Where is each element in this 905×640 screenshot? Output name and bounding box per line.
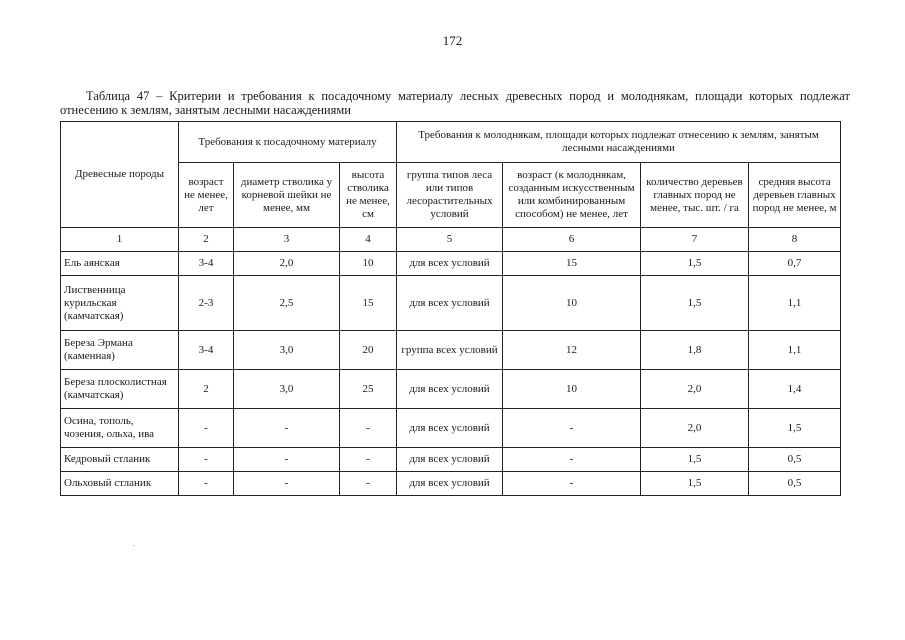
cell-avg-height: 0,5	[749, 448, 841, 472]
col-number: 1	[61, 228, 179, 252]
cell-young-age: 12	[503, 331, 641, 370]
header-col-young-age: возраст (к молоднякам, созданным искусственным или комбинированным способом) не менее, лет	[503, 163, 641, 228]
header-young-stands: Требования к молоднякам, площади которых подлежат отнесению к землям, занятым лесными насаждениями	[397, 122, 841, 163]
header-species: Древесные породы	[61, 122, 179, 228]
cell-forest-group: для всех условий	[397, 448, 503, 472]
table-row	[61, 409, 841, 448]
col-number: 3	[234, 228, 340, 252]
col-number: 2	[179, 228, 234, 252]
cell-height: -	[340, 448, 397, 472]
cell-forest-group: для всех условий	[397, 472, 503, 496]
header-col-age: возраст не менее, лет	[179, 163, 234, 228]
cell-species: Осина, тополь, чозения, ольха, ива	[61, 409, 179, 448]
cell-species: Ель аянская	[61, 252, 179, 276]
cell-young-age: 10	[503, 370, 641, 409]
cell-height: 25	[340, 370, 397, 409]
cell-tree-count: 2,0	[641, 409, 749, 448]
cell-diameter: -	[234, 448, 340, 472]
header-col-forest-group: группа типов леса или типов лесорастительных условий	[397, 163, 503, 228]
cell-avg-height: 1,1	[749, 331, 841, 370]
cell-diameter: -	[234, 409, 340, 448]
table-row	[61, 276, 841, 331]
cell-diameter: -	[234, 472, 340, 496]
cell-height: -	[340, 472, 397, 496]
cell-young-age: 10	[503, 276, 641, 331]
cell-tree-count: 1,5	[641, 276, 749, 331]
col-number: 4	[340, 228, 397, 252]
header-planting-material: Требования к посадочному материалу	[179, 122, 397, 163]
stray-mark: .	[133, 539, 135, 548]
cell-age: -	[179, 409, 234, 448]
cell-avg-height: 1,1	[749, 276, 841, 331]
cell-height: 10	[340, 252, 397, 276]
cell-height: -	[340, 409, 397, 448]
cell-young-age: 15	[503, 252, 641, 276]
cell-age: 2-3	[179, 276, 234, 331]
cell-tree-count: 1,8	[641, 331, 749, 370]
cell-avg-height: 1,4	[749, 370, 841, 409]
cell-forest-group: группа всех условий	[397, 331, 503, 370]
table-row	[61, 448, 841, 472]
col-number: 7	[641, 228, 749, 252]
table-row	[61, 370, 841, 409]
table-row	[61, 331, 841, 370]
header-col-diameter: диаметр стволика у корневой шейки не менее, мм	[234, 163, 340, 228]
cell-tree-count: 2,0	[641, 370, 749, 409]
criteria-table	[60, 121, 841, 496]
cell-avg-height: 1,5	[749, 409, 841, 448]
cell-age: 2	[179, 370, 234, 409]
cell-tree-count: 1,5	[641, 252, 749, 276]
cell-diameter: 2,5	[234, 276, 340, 331]
cell-diameter: 2,0	[234, 252, 340, 276]
cell-tree-count: 1,5	[641, 448, 749, 472]
cell-tree-count: 1,5	[641, 472, 749, 496]
cell-age: -	[179, 448, 234, 472]
col-number: 5	[397, 228, 503, 252]
cell-forest-group: для всех условий	[397, 409, 503, 448]
cell-young-age: -	[503, 472, 641, 496]
cell-diameter: 3,0	[234, 331, 340, 370]
page-number: 172	[442, 33, 463, 48]
table-row	[61, 472, 841, 496]
col-number: 6	[503, 228, 641, 252]
cell-species: Лиственница курильская (камчатская)	[61, 276, 179, 331]
cell-avg-height: 0,5	[749, 472, 841, 496]
cell-species: Береза плосколистная (камчатская)	[61, 370, 179, 409]
cell-species: Береза Эрмана (каменная)	[61, 331, 179, 370]
cell-height: 20	[340, 331, 397, 370]
cell-diameter: 3,0	[234, 370, 340, 409]
header-col-tree-count: количество деревьев главных пород не менее, тыс. шт. / га	[641, 163, 749, 228]
cell-forest-group: для всех условий	[397, 276, 503, 331]
cell-age: 3-4	[179, 252, 234, 276]
cell-species: Кедровый стланик	[61, 448, 179, 472]
cell-species: Ольховый стланик	[61, 472, 179, 496]
header-col-height: высота стволика не менее, см	[340, 163, 397, 228]
cell-young-age: -	[503, 448, 641, 472]
cell-forest-group: для всех условий	[397, 370, 503, 409]
cell-age: -	[179, 472, 234, 496]
cell-avg-height: 0,7	[749, 252, 841, 276]
cell-age: 3-4	[179, 331, 234, 370]
cell-forest-group: для всех условий	[397, 252, 503, 276]
table-caption: Таблица 47 – Критерии и требования к посадочному материалу лесных древесных пород и молоднякам, площади которых подлежат отнесению к землям, занятым лесными насаждениями	[60, 89, 850, 117]
table-row	[61, 252, 841, 276]
cell-height: 15	[340, 276, 397, 331]
cell-young-age: -	[503, 409, 641, 448]
header-col-avg-height: средняя высота деревьев главных пород не менее, м	[749, 163, 841, 228]
col-number: 8	[749, 228, 841, 252]
